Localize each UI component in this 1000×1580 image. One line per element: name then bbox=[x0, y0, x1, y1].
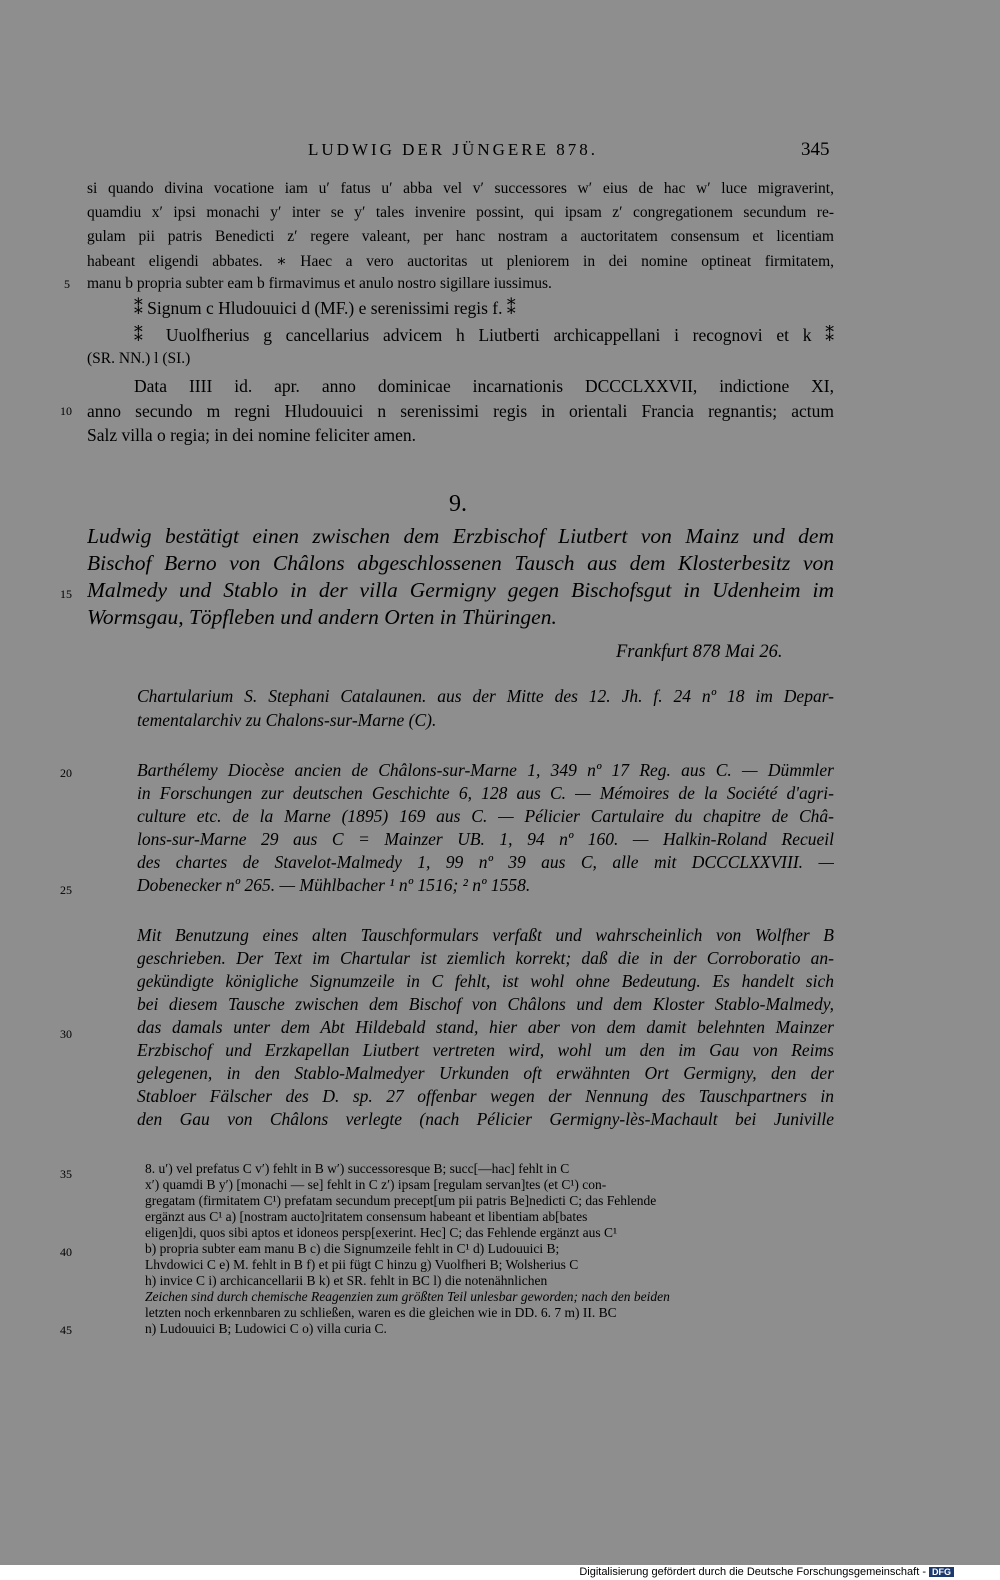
edition-line: Dobenecker nº 265. — Mühlbacher ¹ nº 1516; ² nº 1558. bbox=[137, 875, 531, 895]
charter-text bbox=[87, 180, 834, 292]
footnotes bbox=[145, 1161, 835, 1339]
digitization-credit bbox=[579, 1566, 954, 1578]
edition-line: in Forschungen zur deutschen Geschichte 6, 128 aus C. — Mémoires de la Société d'agri- bbox=[137, 783, 834, 803]
line-number: 35 bbox=[60, 1167, 72, 1181]
data-line: Salz villa o regia; in dei nomine feliciter amen. bbox=[87, 425, 416, 445]
line-number: 30 bbox=[60, 1027, 72, 1041]
footnote-line: Lhvdowici C e) M. fehlt in B f) et pii fügt C hinzu g) Vuolfheri B; Wolsherius C bbox=[145, 1257, 579, 1272]
line-number: 25 bbox=[60, 883, 72, 897]
edition-line: culture etc. de la Marne (1895) 169 aus C. — Pélicier Cartulaire du chapitre de Châ- bbox=[137, 806, 834, 826]
line-number: 5 bbox=[64, 277, 70, 291]
text-line: habeant eligendi abbates. ∗ Haec a vero auctoritas ut pleniorem in dei nomine optineat firmitatem, bbox=[87, 253, 834, 270]
footnote-line: letzten noch erkennbaren zu schließen, waren es die gleichen wie in DD. 6. 7 m) II. BC bbox=[145, 1305, 617, 1320]
footnote-line: gregatam (firmitatem C¹) prefatam secundum precept[um pii patris Be]nedicti C; das Fehlende bbox=[145, 1193, 657, 1208]
editions-section bbox=[137, 760, 834, 900]
title-line: Ludwig bestätigt einen zwischen dem Erzbischof Liutbert von Mainz und dem bbox=[87, 524, 834, 548]
data-line: anno secundo m regni Hludouuici n serenissimi regis in orientali Francia regnantis; actum bbox=[87, 401, 834, 421]
running-title: LUDWIG DER JÜNGERE 878. bbox=[308, 140, 598, 159]
sr-line: (SR. NN.) l (SI.) bbox=[87, 350, 191, 367]
signum-line: ⁑ Signum c Hludouuici d (MF.) e serenissimi regis f. ⁑ bbox=[134, 298, 516, 318]
document-title bbox=[87, 524, 834, 634]
line-number: 15 bbox=[60, 587, 72, 601]
source-line: tementalarchiv zu Chalons-sur-Marne (C). bbox=[137, 710, 437, 730]
page-number: 345 bbox=[801, 139, 830, 160]
credit-text: Digitalisierung gefördert durch die Deutsche Forschungsgemeinschaft - bbox=[579, 1566, 926, 1578]
source-section bbox=[137, 686, 834, 736]
footnote-line: x′) quamdi B y′) [monachi — se] fehlt in C z′) ipsam [regulam servan]tes (et C¹) con- bbox=[145, 1177, 607, 1192]
title-line: Wormsgau, Töpfleben und andern Orten in Thüringen. bbox=[87, 605, 557, 629]
dfg-logo: DFG bbox=[929, 1567, 954, 1577]
line-number: 20 bbox=[60, 766, 72, 780]
source-line: Chartularium S. Stephani Catalaunen. aus der Mitte des 12. Jh. f. 24 nº 18 im Depar- bbox=[137, 686, 834, 706]
commentary-line: den Gau von Châlons verlegte (nach Pélicier Germigny-lès-Machault bei Juniville bbox=[137, 1109, 834, 1129]
commentary-line: das damals unter dem Abt Hildebald stand, hier aber von dem damit belehnten Mainzer bbox=[137, 1017, 834, 1037]
line-number: 10 bbox=[60, 404, 72, 418]
commentary-line: gelegenen, in den Stablo-Malmedyer Urkunden oft erwähnten Ort Germigny, den der bbox=[137, 1063, 834, 1083]
title-line: Malmedy und Stablo in der villa Germigny gegen Bischofsgut in Udenheim im bbox=[87, 578, 834, 602]
commentary-line: bei diesem Tausche zwischen dem Bischof von Châlons und dem Kloster Stablo-Malmedy, bbox=[137, 994, 834, 1014]
commentary-section bbox=[137, 925, 834, 1137]
edition-line: des chartes de Stavelot-Malmedy 1, 99 nº 39 aus C, alle mit DCCCLXXVIII. — bbox=[137, 852, 834, 872]
edition-line: Barthélemy Diocèse ancien de Châlons-sur-Marne 1, 349 nº 17 Reg. aus C. — Dümmler bbox=[137, 760, 834, 780]
data-line: Data IIII id. apr. anno dominicae incarnationis DCCCLXXVII, indictione XI, bbox=[134, 376, 834, 396]
line-number: 40 bbox=[60, 1245, 72, 1259]
document-number: 9. bbox=[449, 491, 467, 517]
commentary-line: gekündigte königliche Signumzeile in C fehlt, ist wohl ohne Bedeutung. Es handelt sich bbox=[137, 971, 834, 991]
text-line: quamdiu x′ ipsi monachi y′ inter se y′ tales invenire possint, qui ipsam z′ congregationem secundum re- bbox=[87, 204, 834, 221]
recognition-line: ⁑ Uuolfherius g cancellarius advicem h Liutberti archicappellani i recognovi et k ⁑ bbox=[134, 325, 834, 345]
footnote-line: 8. u′) vel prefatus C v′) fehlt in B w′) successoresque B; succ[—hac] fehlt in C bbox=[145, 1161, 570, 1176]
text-line: si quando divina vocatione iam u′ fatus u′ abba vel v′ successores w′ eius de hac w′ luce migraverint, bbox=[87, 180, 834, 197]
text-line: manu b propria subter eam b firmavimus et anulo nostro sigillare iussimus. bbox=[87, 275, 552, 292]
footnote-line: h) invice C i) archicancellarii B k) et SR. fehlt in BC l) die notenähnlichen bbox=[145, 1273, 548, 1288]
footnote-line: eligen]di, quos sibi aptos et idoneos persp[exerint. Hec] C; das Fehlende ergänzt aus C¹ bbox=[145, 1225, 618, 1240]
place-date: Frankfurt 878 Mai 26. bbox=[616, 642, 783, 662]
title-line: Bischof Berno von Châlons abgeschlossenen Tausch aus dem Klosterbesitz von bbox=[87, 551, 834, 575]
footnote-line: n) Ludouuici B; Ludowici C o) villa curia C. bbox=[145, 1321, 387, 1336]
text-line: gulam pii patris Benedicti z′ regere valeant, per hanc nostram a auctoritatem consensum et licentiam bbox=[87, 228, 834, 245]
line-number: 45 bbox=[60, 1323, 72, 1337]
commentary-line: Stabloer Fälscher des D. sp. 27 offenbar wegen der Nennung des Tauschpartners in bbox=[137, 1086, 834, 1106]
footnote-line: b) propria subter eam manu B c) die Signumzeile fehlt in C¹ d) Ludouuici B; bbox=[145, 1241, 560, 1256]
edition-line: lons-sur-Marne 29 aus C = Mainzer UB. 1, 94 nº 160. — Halkin-Roland Recueil bbox=[137, 829, 834, 849]
commentary-line: Mit Benutzung eines alten Tauschformulars verfaßt und wahrscheinlich von Wolfher B bbox=[137, 925, 834, 945]
commentary-line: geschrieben. Der Text im Chartular ist ziemlich korrekt; daß die in der Corroboratio an- bbox=[137, 948, 834, 968]
footnote-line: ergänzt aus C¹ a) [nostram aucto]ritatem consensum habeant et libentiam ab[bates bbox=[145, 1209, 588, 1224]
commentary-line: Erzbischof und Erzkapellan Liutbert vertreten wird, wohl um den im Gau von Reims bbox=[137, 1040, 834, 1060]
footnote-line: Zeichen sind durch chemische Reagenzien zum größten Teil unlesbar geworden; nach den beiden bbox=[145, 1289, 670, 1304]
